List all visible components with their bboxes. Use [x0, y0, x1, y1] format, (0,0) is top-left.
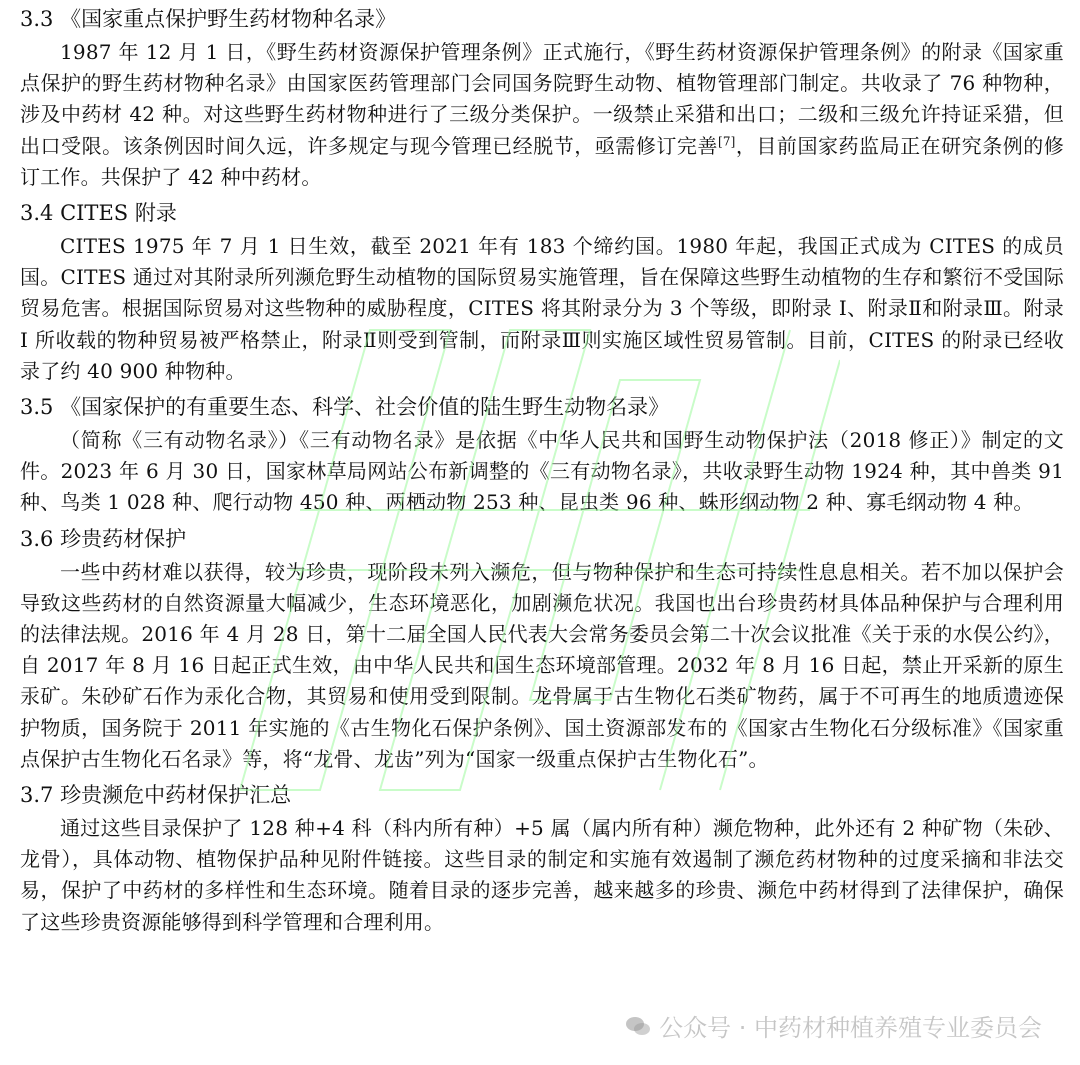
wechat-icon — [625, 1015, 651, 1037]
section-paragraph-3-6: 一些中药材难以获得，较为珍贵，现阶段未列入濒危，但与物种保护和生态可持续性息息相关。若不加以保护会导致这些药材的自然资源量大幅减少，生态环境恶化，加剧濒危状况。我国也出台珍贵药材具体品种保护与合理利用的法律法规。2016 年 4 月 28 日，第十二届全国人民代表大会常务委员会第二十次会议批准《关于汞的水俣公约》，自 2017 年 8 月 16 日起正式生效，由中华人民共和国生态环境部管理。2032 年 8 月 16 日起，禁止开采新的原生汞矿。朱砂矿石作为汞化合物，其贸易和使用受到限制。龙骨属于古生物化石类矿物药，属于不可再生的地质遗迹保护物质，国务院于 2011 年实施的《古生物化石保护条例》、国土资源部发布的《国家古生物化石分级标准》《国家重点保护古生物化石名录》等，将“龙骨、龙齿”列为“国家一级重点保护古生物化石”。 — [20, 559, 1064, 771]
section-heading-3-7: 3.7 珍贵濒危中药材保护汇总 — [20, 783, 292, 808]
document-body — [20, 4, 1064, 943]
watermark-label — [625, 1008, 1042, 1043]
section-heading-3-6: 3.6 珍贵药材保护 — [20, 526, 187, 551]
section-heading-3-4: 3.4 CITES 附录 — [20, 201, 177, 226]
watermark-text: 公众号 · 中药材种植养殖专业委员会 — [659, 1014, 1042, 1042]
section-paragraph-3-4: CITES 1975 年 7 月 1 日生效，截至 2021 年有 183 个缔约国。1980 年起，我国正式成为 CITES 的成员国。CITES 通过对其附录所列濒危野生动植物的国际贸易实施管理，旨在保障这些野生动植物的生存和繁衍不受国际贸易危害。根据国际贸易对这些物种的威胁程度，CITES 将其附录分为 3 个等级，即附录 I、附录Ⅱ和附录Ⅲ。附录 I 所收载的物种贸易被严格禁止，附录Ⅱ则受到管制，而附录Ⅲ则实施区域性贸易管制。目前，CITES 的附录已经收录了约 40 900 种物种。 — [20, 234, 1064, 383]
section-paragraph-3-7: 通过这些目录保护了 128 种+4 科（科内所有种）+5 属（属内所有种）濒危物种，此外还有 2 种矿物（朱砂、龙骨），具体动物、植物保护品种见附件链接。这些目录的制定和实施有效遏制了濒危药材物种的过度采摘和非法交易，保护了中药材的多样性和生态环境。随着目录的逐步完善，越来越多的珍贵、濒危中药材得到了法律保护，确保了这些珍贵资源能够得到科学管理和合理利用。 — [20, 816, 1064, 934]
section-heading-3-5: 3.5 《国家保护的有重要生态、科学、社会价值的陆生野生动物名录》 — [20, 395, 670, 420]
paragraph-text: 1987 年 12 月 1 日，《野生药材资源保护管理条例》正式施行，《野生药材资源保护管理条例》的附录《国家重点保护的野生药材物种名录》由国家医药管理部门会同国务院野生动物、植物管理部门制定。共收录了 76 种物种，涉及中药材 42 种。对这些野生药材物种进行了三级分类保护。一级禁止采猎和出口；二级和三级允许持证采猎，但出口受限。该条例因时间久远，许多规定与现今管理已经脱节，亟需修订完善 — [20, 40, 1064, 158]
section-paragraph-3-3 — [20, 37, 1064, 193]
section-heading-3-3: 3.3 《国家重点保护野生药材物种名录》 — [20, 7, 397, 31]
citation-ref: [7] — [717, 133, 736, 148]
section-paragraph-3-5: （简称《三有动物名录》）《三有动物名录》是依据《中华人民共和国野生动物保护法（2018 修正）》制定的文件。2023 年 6 月 30 日，国家林草局网站公布新调整的《三有动物名录》，共收录野生动物 1924 种，其中兽类 91 种、鸟类 1 028 种、爬行动物 450 种、两栖动物 253 种、昆虫类 96 种、蛛形纲动物 2 种、寡毛纲动物 4 种。 — [20, 428, 1064, 515]
paragraph-text-tail: ，目前国家药监局正在研究条例的修订工作。共保护了 42 种中药材。 — [20, 133, 1064, 189]
